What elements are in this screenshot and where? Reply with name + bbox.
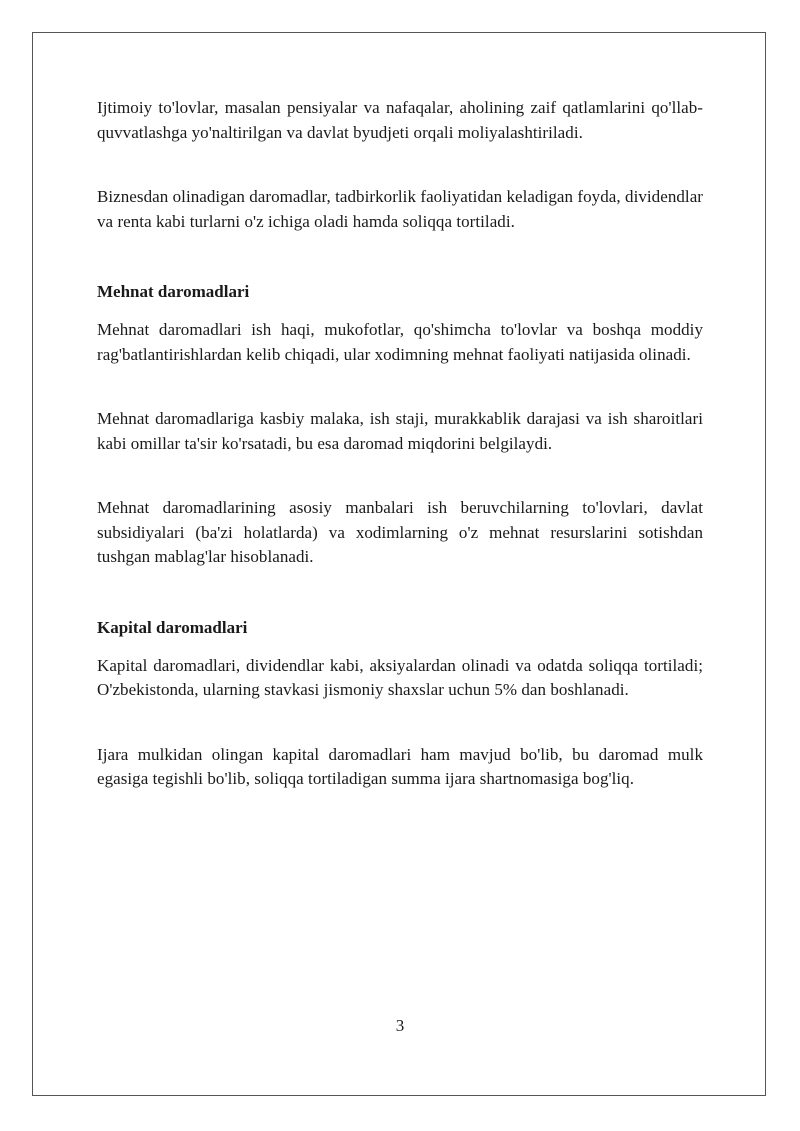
- section-heading-labor-income: Mehnat daromadlari: [97, 282, 250, 301]
- paragraph-business-income: Biznesdan olinadigan daromadlar, tadbirkorlik faoliyatidan keladigan foyda, dividendlar va renta kabi turlarni o'z ichiga oladi hamda soliqqa tortiladi.: [97, 187, 703, 231]
- paragraph-labor-income-sources: Mehnat daromadlari ish haqi, mukofotlar, qo'shimcha to'lovlar va boshqa moddiy rag'batlantirishlardan kelib chiqadi, ular xodimning mehnat faoliyati natijasida olinadi.: [97, 320, 703, 364]
- paragraph-social-payments: Ijtimoiy to'lovlar, masalan pensiyalar va nafaqalar, aholining zaif qatlamlarini qo'llab-quvvatlashga yo'naltirilgan va davlat byudjeti orqali moliyalashtiriladi.: [97, 98, 703, 142]
- page-number: 3: [395, 1016, 405, 1035]
- page-content: [97, 96, 703, 792]
- paragraph-capital-income-rent: Ijara mulkidan olingan kapital daromadlari ham mavjud bo'lib, bu daromad mulk egasiga tegishli bo'lib, soliqqa tortiladigan summa ijara shartnomasiga bog'liq.: [97, 744, 703, 788]
- paragraph-labor-income-factors: Mehnat daromadlariga kasbiy malaka, ish staji, murakkablik darajasi va ish sharoitlari kabi omillar ta'sir ko'rsatadi, bu esa daromad miqdorini belgilaydi.: [97, 409, 703, 453]
- paragraph-capital-income-dividends: Kapital daromadlari, dividendlar kabi, aksiyalardan olinadi va odatda soliqqa tortiladi; O'zbekistonda, ularning stavkasi jismoniy shaxslar uchun 5% dan boshlanadi.: [97, 655, 703, 699]
- section-heading-capital-income: Kapital daromadlari: [97, 617, 248, 637]
- paragraph-labor-income-main-sources: Mehnat daromadlarining asosiy manbalari ish beruvchilarning to'lovlari, davlat subsidiyalari (ba'zi holatlarda) va xodimlarning o'z mehnat resurslarini sotishdan tushgan mablag'lar hisoblanadi.: [97, 498, 703, 566]
